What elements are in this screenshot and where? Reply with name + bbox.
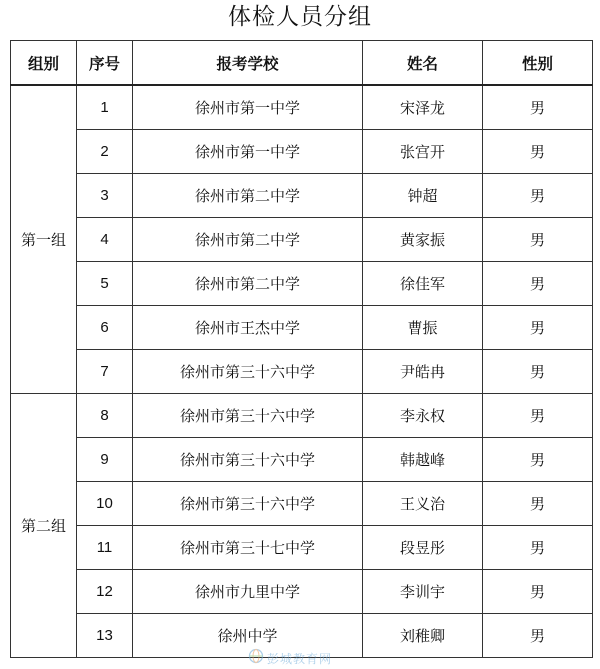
table-row (11, 394, 593, 438)
row-number: 11 (77, 526, 133, 570)
table-row (11, 570, 593, 614)
row-gender: 男 (483, 85, 593, 130)
row-school: 徐州市第三十七中学 (133, 526, 363, 570)
row-name: 徐佳军 (363, 262, 483, 306)
row-school: 徐州市第三十六中学 (133, 350, 363, 394)
row-number: 13 (77, 614, 133, 658)
roster-table (10, 40, 593, 658)
row-number: 7 (77, 350, 133, 394)
row-name: 刘稚卿 (363, 614, 483, 658)
row-gender: 男 (483, 262, 593, 306)
watermark-text: 彭城教育网 (267, 651, 333, 666)
row-name: 李永权 (363, 394, 483, 438)
header-school: 报考学校 (133, 41, 363, 86)
row-gender: 男 (483, 306, 593, 350)
row-school: 徐州市第三十六中学 (133, 482, 363, 526)
row-number: 5 (77, 262, 133, 306)
row-number: 9 (77, 438, 133, 482)
row-school: 徐州市第二中学 (133, 174, 363, 218)
header-group: 组别 (11, 41, 77, 86)
row-number: 1 (77, 85, 133, 130)
row-school: 徐州市第二中学 (133, 218, 363, 262)
header-number: 序号 (77, 41, 133, 86)
row-gender: 男 (483, 526, 593, 570)
row-school: 徐州中学 (133, 614, 363, 658)
table-row (11, 174, 593, 218)
table-row (11, 482, 593, 526)
table-row (11, 306, 593, 350)
row-name: 段昱彤 (363, 526, 483, 570)
row-gender: 男 (483, 482, 593, 526)
row-gender: 男 (483, 614, 593, 658)
roster-body (11, 85, 593, 658)
row-number: 10 (77, 482, 133, 526)
row-gender: 男 (483, 394, 593, 438)
row-gender: 男 (483, 350, 593, 394)
table-row (11, 526, 593, 570)
group-cell: 第二组 (11, 394, 77, 658)
row-gender: 男 (483, 130, 593, 174)
row-name: 宋泽龙 (363, 85, 483, 130)
row-school: 徐州市王杰中学 (133, 306, 363, 350)
row-number: 12 (77, 570, 133, 614)
row-number: 8 (77, 394, 133, 438)
row-school: 徐州市第一中学 (133, 85, 363, 130)
row-school: 徐州市第三十六中学 (133, 438, 363, 482)
globe-logo-icon (248, 648, 264, 668)
table-row (11, 262, 593, 306)
header-name: 姓名 (363, 41, 483, 86)
row-number: 4 (77, 218, 133, 262)
table-row (11, 350, 593, 394)
row-name: 曹振 (363, 306, 483, 350)
header-gender: 性别 (483, 41, 593, 86)
row-school: 徐州市九里中学 (133, 570, 363, 614)
row-school: 徐州市第三十六中学 (133, 394, 363, 438)
watermark (248, 648, 332, 668)
row-number: 6 (77, 306, 133, 350)
row-school: 徐州市第二中学 (133, 262, 363, 306)
row-name: 韩越峰 (363, 438, 483, 482)
table-row (11, 218, 593, 262)
row-gender: 男 (483, 438, 593, 482)
table-row (11, 438, 593, 482)
page-title: 体检人员分组 (228, 4, 372, 30)
header-row (11, 41, 593, 86)
table-row (11, 85, 593, 130)
row-gender: 男 (483, 570, 593, 614)
row-name: 黄家振 (363, 218, 483, 262)
row-name: 李训宇 (363, 570, 483, 614)
row-school: 徐州市第一中学 (133, 130, 363, 174)
row-name: 尹皓冉 (363, 350, 483, 394)
row-gender: 男 (483, 218, 593, 262)
row-name: 钟超 (363, 174, 483, 218)
row-gender: 男 (483, 174, 593, 218)
row-name: 王义治 (363, 482, 483, 526)
row-number: 3 (77, 174, 133, 218)
table-row (11, 130, 593, 174)
group-cell: 第一组 (11, 85, 77, 394)
row-number: 2 (77, 130, 133, 174)
row-name: 张宫开 (363, 130, 483, 174)
